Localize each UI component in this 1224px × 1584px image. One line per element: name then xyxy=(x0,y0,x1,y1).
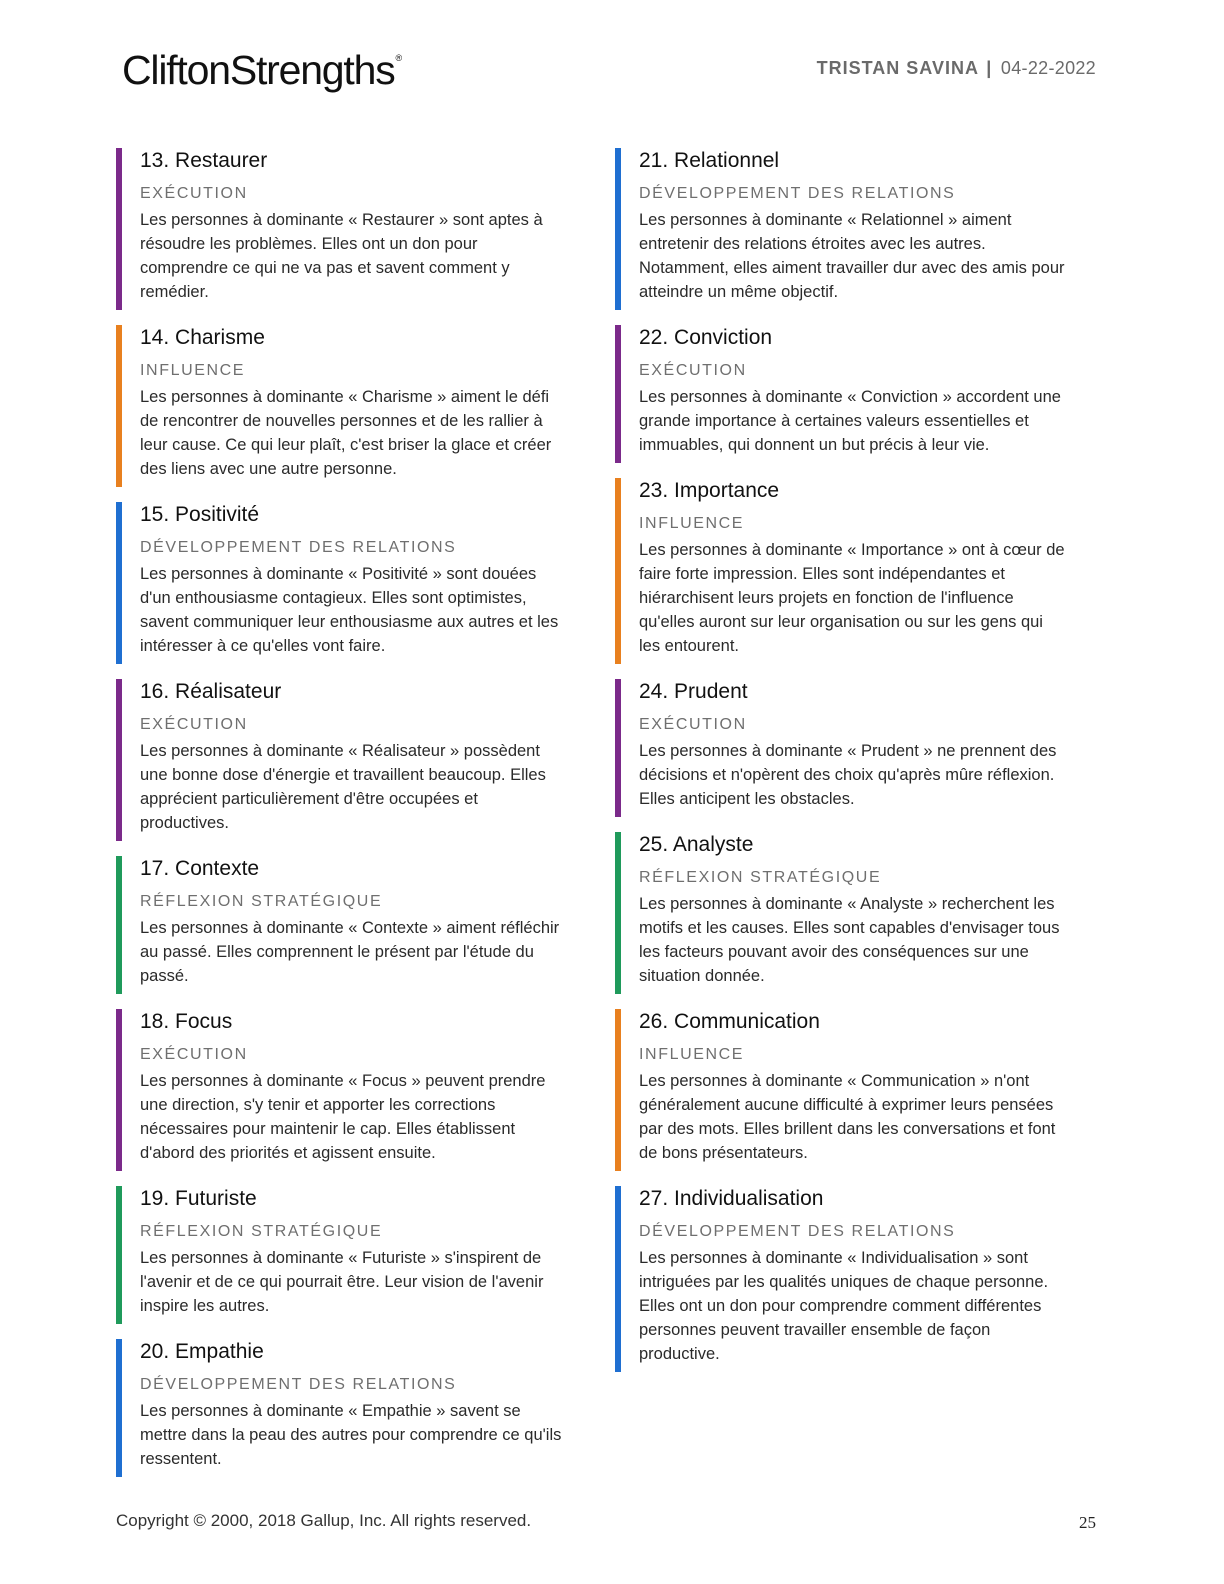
theme-card xyxy=(615,325,1065,463)
theme-domain: RÉFLEXION STRATÉGIQUE xyxy=(140,1223,383,1240)
theme-description: Les personnes à dominante « Restaurer » sont aptes à résoudre les problèmes. Elles ont un don pour comprendre ce qui ne va pas et savent comment y remédier. xyxy=(140,211,543,301)
themes-column-left xyxy=(116,148,566,1492)
theme-description: Les personnes à dominante « Prudent » ne prennent des décisions et n'opèrent des choix qu'après mûre réflexion. Elles anticipent les obstacles. xyxy=(639,742,1057,808)
theme-card xyxy=(116,1009,566,1171)
theme-title: 18. Focus xyxy=(140,1010,233,1033)
theme-description: Les personnes à dominante « Analyste » recherchent les motifs et les causes. Elles sont capables d'envisager tous les facteurs pouvant avoir des conséquences sur une situation donnée. xyxy=(639,895,1060,985)
copyright-notice: Copyright © 2000, 2018 Gallup, Inc. All rights reserved. xyxy=(116,1511,532,1530)
theme-card xyxy=(615,1009,1065,1171)
theme-description: Les personnes à dominante « Relationnel » aiment entretenir des relations étroites avec les autres. Notamment, elles aiment travailler dur avec des amis pour atteindre un même objectif. xyxy=(639,211,1065,301)
registered-mark: ® xyxy=(395,53,401,63)
theme-card xyxy=(615,832,1065,994)
theme-domain: DÉVELOPPEMENT DES RELATIONS xyxy=(140,1376,457,1393)
theme-title: 20. Empathie xyxy=(140,1340,264,1363)
theme-description: Les personnes à dominante « Positivité » sont douées d'un enthousiasme contagieux. Elles sont optimistes, savent communiquer leur enthousiasme aux autres et les intéresser à ce qu'elles vont faire. xyxy=(140,565,559,655)
person-name: TRISTAN SAVINA xyxy=(816,58,979,78)
theme-title: 27. Individualisation xyxy=(639,1187,824,1210)
theme-domain: INFLUENCE xyxy=(639,1046,745,1063)
theme-card xyxy=(116,325,566,487)
theme-card xyxy=(116,148,566,310)
theme-description: Les personnes à dominante « Conviction » accordent une grande importance à certaines valeurs essentielles et immuables, qui donnent un but précis à leur vie. xyxy=(639,388,1061,454)
theme-title: 21. Relationnel xyxy=(639,149,780,172)
theme-description: Les personnes à dominante « Réalisateur » possèdent une bonne dose d'énergie et travaillent beaucoup. Elles apprécient particulièrement d'être occupées et productives. xyxy=(140,742,546,832)
theme-domain: EXÉCUTION xyxy=(140,1046,248,1063)
theme-title: 26. Communication xyxy=(639,1010,820,1033)
theme-description: Les personnes à dominante « Contexte » aiment réfléchir au passé. Elles comprennent le présent par l'étude du passé. xyxy=(140,919,560,985)
report-header-meta xyxy=(817,58,1096,79)
theme-title: 25. Analyste xyxy=(639,833,754,856)
theme-domain: EXÉCUTION xyxy=(140,185,248,202)
theme-description: Les personnes à dominante « Empathie » savent se mettre dans la peau des autres pour comprendre ce qu'ils ressentent. xyxy=(140,1402,562,1468)
theme-card xyxy=(116,856,566,994)
theme-domain: DÉVELOPPEMENT DES RELATIONS xyxy=(140,539,457,556)
theme-domain: DÉVELOPPEMENT DES RELATIONS xyxy=(639,185,956,202)
theme-card xyxy=(116,1186,566,1324)
theme-description: Les personnes à dominante « Importance » ont à cœur de faire forte impression. Elles sont indépendantes et hiérarchisent leurs projets en fonction de l'influence qu'elles auront sur leur organisation ou sur les gens qui les entourent. xyxy=(639,541,1065,655)
theme-card xyxy=(116,502,566,664)
theme-domain: INFLUENCE xyxy=(140,362,246,379)
theme-domain: RÉFLEXION STRATÉGIQUE xyxy=(639,869,882,886)
theme-domain: EXÉCUTION xyxy=(639,716,747,733)
theme-domain: EXÉCUTION xyxy=(140,716,248,733)
theme-card xyxy=(615,148,1065,310)
theme-description: Les personnes à dominante « Communication » n'ont généralement aucune difficulté à exprimer leurs pensées par des mots. Elles brillent dans les conversations et font de bons présentateurs. xyxy=(639,1072,1056,1162)
theme-description: Les personnes à dominante « Individualisation » sont intriguées par les qualités uniques de chaque personne. Elles ont un don pour comprendre comment différentes personnes peuvent travailler ensemble de façon productive. xyxy=(639,1249,1049,1363)
theme-title: 15. Positivité xyxy=(140,503,260,526)
page-number: 25 xyxy=(1079,1513,1096,1532)
cliftonstrengths-logo xyxy=(122,47,401,93)
header-separator: | xyxy=(986,58,992,78)
logo-text: CliftonStrengths xyxy=(122,47,395,93)
theme-domain: EXÉCUTION xyxy=(639,362,747,379)
theme-card xyxy=(116,1339,566,1477)
theme-title: 19. Futuriste xyxy=(140,1187,257,1210)
theme-title: 17. Contexte xyxy=(140,857,260,880)
report-date: 04-22-2022 xyxy=(1000,58,1096,78)
theme-title: 16. Réalisateur xyxy=(140,680,282,703)
theme-title: 14. Charisme xyxy=(140,326,265,349)
theme-card xyxy=(615,679,1065,817)
theme-description: Les personnes à dominante « Charisme » aiment le défi de rencontrer de nouvelles personnes et de les rallier à leur cause. Ce qui leur plaît, c'est briser la glace et créer des liens avec une autre personne. xyxy=(140,388,552,478)
theme-description: Les personnes à dominante « Futuriste » s'inspirent de l'avenir et de ce qui pourrait être. Leur vision de l'avenir inspire les autres. xyxy=(140,1249,544,1315)
theme-domain: INFLUENCE xyxy=(639,515,745,532)
theme-title: 24. Prudent xyxy=(639,680,748,703)
theme-title: 22. Conviction xyxy=(639,326,773,349)
theme-card xyxy=(615,478,1065,664)
theme-card xyxy=(116,679,566,841)
theme-domain: DÉVELOPPEMENT DES RELATIONS xyxy=(639,1223,956,1240)
theme-description: Les personnes à dominante « Focus » peuvent prendre une direction, s'y tenir et apporter les corrections nécessaires pour maintenir le cap. Elles établissent d'abord des priorités et agissent ensuite. xyxy=(140,1072,546,1162)
theme-domain: RÉFLEXION STRATÉGIQUE xyxy=(140,893,383,910)
theme-title: 23. Importance xyxy=(639,479,780,502)
theme-card xyxy=(615,1186,1065,1372)
theme-title: 13. Restaurer xyxy=(140,149,268,172)
themes-column-right xyxy=(615,148,1065,1387)
